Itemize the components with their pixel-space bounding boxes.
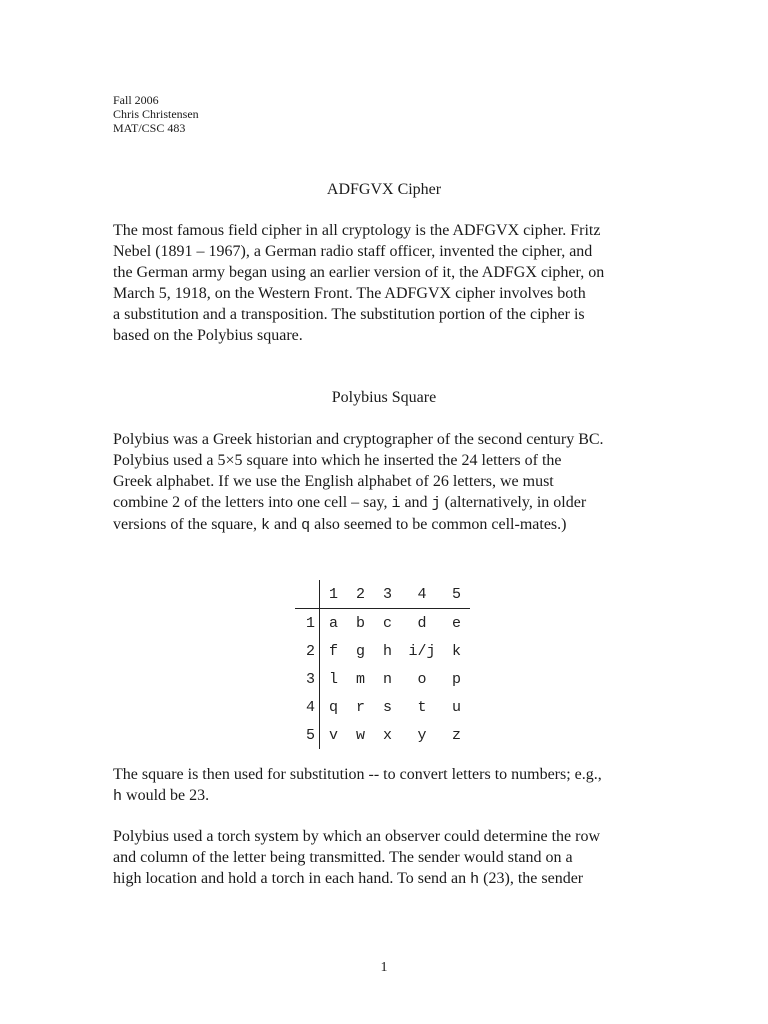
polybius-paragraph xyxy=(113,429,673,536)
text-fragment: (23), the sender xyxy=(479,870,584,887)
header-author: Chris Christensen xyxy=(113,107,199,121)
table-cell: u xyxy=(451,698,461,716)
polybius-line xyxy=(113,492,673,514)
polybius-line: Greek alphabet. If we use the English alphabet of 26 letters, we must xyxy=(113,473,554,490)
intro-line: The most famous field cipher in all cryptology is the ADFGVX cipher. Fritz xyxy=(113,222,601,239)
table-cell: k xyxy=(451,642,461,660)
table-cell: v xyxy=(328,726,338,744)
column-header: 4 xyxy=(401,580,443,609)
table-cell: r xyxy=(355,698,365,716)
row-header: 1 xyxy=(295,609,320,638)
polybius-square-table xyxy=(295,580,470,749)
header-course: MAT/CSC 483 xyxy=(113,121,186,135)
section-title: Polybius Square xyxy=(331,389,437,406)
table-cell: w xyxy=(355,726,365,744)
code-letter: k xyxy=(260,517,270,534)
table-cell: s xyxy=(382,698,392,716)
column-header: 2 xyxy=(347,580,374,609)
table-row xyxy=(295,609,470,638)
row-header: 5 xyxy=(295,721,320,749)
code-letter: h xyxy=(113,788,123,805)
table-cell: c xyxy=(382,614,392,632)
intro-line: March 5, 1918, on the Western Front. The ADFGVX cipher involves both xyxy=(113,285,586,302)
row-header: 3 xyxy=(295,665,320,693)
text-fragment: also seemed to be common cell-mates.) xyxy=(310,516,567,533)
torch-paragraph xyxy=(113,826,673,890)
intro-line: Nebel (1891 – 1967), a German radio staff officer, invented the cipher, and xyxy=(113,243,593,260)
row-header: 2 xyxy=(295,637,320,665)
table-row xyxy=(295,721,470,749)
table-corner xyxy=(295,580,320,609)
table-cell: l xyxy=(328,670,338,688)
row-header: 4 xyxy=(295,693,320,721)
table-cell: b xyxy=(355,614,365,632)
table-cell: d xyxy=(417,614,427,632)
table-cell: e xyxy=(451,614,461,632)
substitution-line: The square is then used for substitution -- to convert letters to numbers; e.g., xyxy=(113,766,602,783)
column-header: 3 xyxy=(374,580,401,609)
polybius-line: Polybius was a Greek historian and cryptographer of the second century BC. xyxy=(113,431,604,448)
text-fragment: (alternatively, in older xyxy=(440,494,587,511)
column-header: 5 xyxy=(443,580,470,609)
text-fragment: and xyxy=(269,516,302,533)
table-row xyxy=(295,665,470,693)
intro-line: based on the Polybius square. xyxy=(113,327,303,344)
table-row xyxy=(295,637,470,665)
intro-line: the German army began using an earlier version of it, the ADFGX cipher, on xyxy=(113,264,605,281)
table-cell: x xyxy=(382,726,392,744)
table-cell: p xyxy=(451,670,461,688)
table-cell: h xyxy=(382,642,392,660)
text-fragment: square into which he inserted the 24 letters of the xyxy=(242,452,562,469)
torch-line: and column of the letter being transmitted. The sender would stand on a xyxy=(113,849,573,866)
table-cell: o xyxy=(417,670,427,688)
text-fragment: Polybius used a xyxy=(113,452,218,469)
code-letter: q xyxy=(301,517,311,534)
square-dimension: 5×5 xyxy=(217,452,243,469)
code-letter: j xyxy=(431,495,441,512)
torch-line: Polybius used a torch system by which an observer could determine the row xyxy=(113,828,600,845)
table-cell: m xyxy=(355,670,365,688)
code-letter: h xyxy=(470,871,480,888)
table-cell: g xyxy=(355,642,365,660)
table-cell: n xyxy=(382,670,392,688)
header-term: Fall 2006 xyxy=(113,93,159,107)
table-cell: a xyxy=(328,614,338,632)
document-header xyxy=(113,93,199,135)
table-header-row xyxy=(295,580,470,609)
table-cell: f xyxy=(328,642,338,660)
substitution-line xyxy=(113,785,673,807)
intro-paragraph xyxy=(113,220,673,346)
text-fragment: versions of the square, xyxy=(113,516,261,533)
page-number: 1 xyxy=(380,960,388,975)
table-row xyxy=(295,693,470,721)
polybius-line xyxy=(113,514,673,536)
text-fragment: combine 2 of the letters into one cell – say, xyxy=(113,494,392,511)
table-cell: t xyxy=(417,698,427,716)
table-cell: i/j xyxy=(408,642,436,660)
table-cell: q xyxy=(328,698,338,716)
intro-line: a substitution and a transposition. The substitution portion of the cipher is xyxy=(113,306,585,323)
polybius-line xyxy=(113,450,673,471)
column-header: 1 xyxy=(320,580,348,609)
text-fragment: high location and hold a torch in each hand. To send an xyxy=(113,870,471,887)
substitution-paragraph xyxy=(113,764,673,807)
table-cell: z xyxy=(451,726,461,744)
text-fragment: would be 23. xyxy=(122,787,210,804)
code-letter: i xyxy=(391,495,401,512)
table-cell: y xyxy=(417,726,427,744)
document-title: ADFGVX Cipher xyxy=(326,181,442,198)
text-fragment: and xyxy=(400,494,432,511)
torch-line xyxy=(113,868,673,890)
